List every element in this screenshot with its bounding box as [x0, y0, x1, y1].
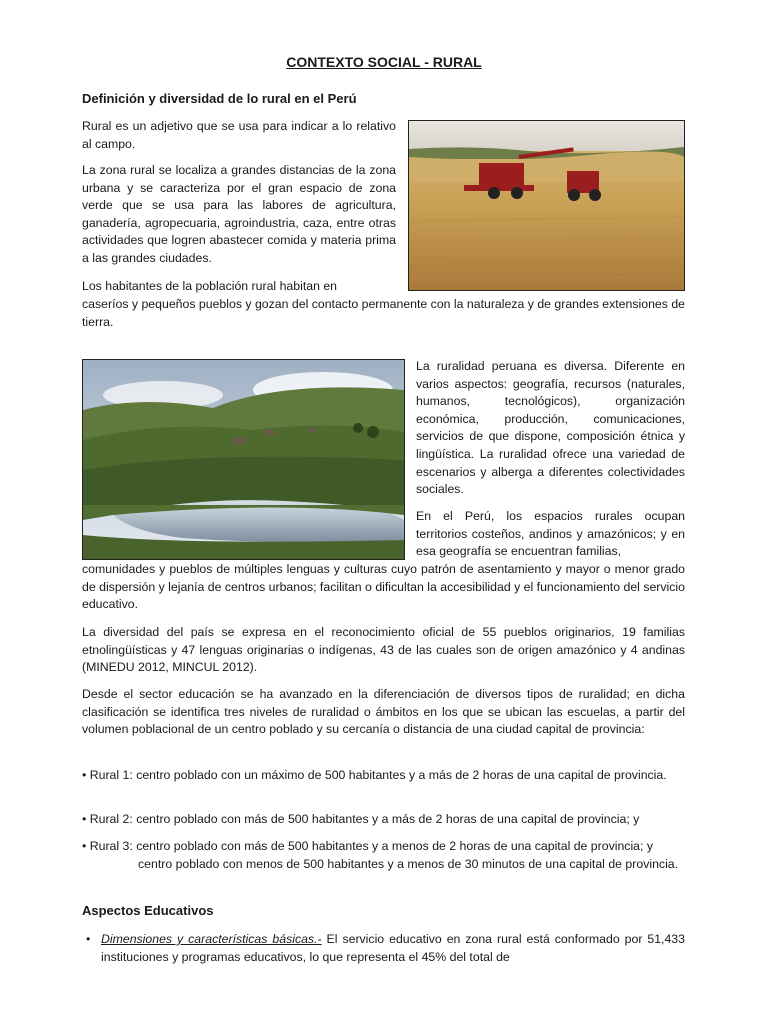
paragraph-peruvian-rurality: La ruralidad peruana es diversa. Diferente en varios aspectos: geografía, recursos (naturales, humanos, tecnológicos), organización económica, producción, comunicaciones, servicios de que dispone, composición étnica y lingüística. La ruralidad ofrece una variedad de escenarios y alberga a diferentes colectividades sociales.	[416, 359, 685, 497]
paragraph-rural-spaces-a: En el Perú, los espacios rurales ocupan territorios costeños, andinos y amazónicos; y en esa geografía se encuentran familias,	[416, 509, 685, 559]
bullet-rural-3-a: • Rural 3: centro poblado con más de 500 habitantes y a menos de 2 horas de una capital de provincia; y	[82, 839, 654, 853]
section-heading-definition: Definición y diversidad de lo rural en el Perú	[82, 91, 357, 106]
paragraph-rural-definition: Rural es un adjetivo que se usa para indicar a lo relativo al campo.	[82, 119, 396, 151]
bullet-rural-3-b: centro poblado con menos de 500 habitantes y a menos de 30 minutos de una capital de provincia.	[138, 857, 679, 871]
bullet-educational-dimensions	[101, 931, 685, 966]
bullet-marker: •	[86, 932, 91, 946]
bullet-rural-1: • Rural 1: centro poblado con un máximo de 500 habitantes y a más de 2 horas de una capital de provincia.	[82, 768, 667, 782]
paragraph-rural-spaces-b: comunidades y pueblos de múltiples lenguas y culturas cuyo patrón de asentamiento y mayor o menor grado de dispersión y lejanía de centros urbanos; facilitan o dificultan la accesibilidad y el funcionamiento del servicio educativo.	[82, 562, 685, 612]
paragraph-education-sector: Desde el sector educación se ha avanzado en la diferenciación de diversos tipos de ruralidad; en dicha clasificación se identifica tres niveles de ruralidad o ámbitos en los que se ubican las escuelas, a partir del volumen poblacional de un centro poblado y su cercanía o distancia de una ciudad capital de provincia:	[82, 687, 685, 737]
paragraph-inhabitants-a: Los habitantes de la población rural habitan en	[82, 279, 338, 293]
bullet-emphasis: Dimensiones y características básicas.-	[101, 932, 322, 946]
paragraph-diversity: La diversidad del país se expresa en el reconocimiento oficial de 55 pueblos originarios, 19 familias etnolingüísticas y 47 lenguas originarias o indígenas, 43 de las cuales son de origen amazónico y 4 andinas (MINEDU 2012, MINCUL 2012).	[82, 625, 685, 675]
section-heading-education: Aspectos Educativos	[82, 903, 214, 918]
paragraph-inhabitants-b: caseríos y pequeños pueblos y gozan del contacto permanente con la naturaleza y de grandes extensiones de tierra.	[82, 297, 685, 329]
bullet-rural-2: • Rural 2: centro poblado con más de 500 habitantes y a más de 2 horas de una capital de provincia; y	[82, 812, 640, 826]
bullet-body: El servicio educativo en zona rural está conformado por 51,433 instituciones y programas educativos, lo que representa el 45% del total de	[101, 932, 685, 964]
wheat-harvest-photo	[408, 120, 685, 291]
paragraph-rural-zone: La zona rural se localiza a grandes distancias de la zona urbana y se caracteriza por el gran espacio de zona verde que se usa para las labores de agricultura, ganadería, agropecuaria, agroindustria, caza, entre otras actividades que logren abastecer comida y materia prima a las grandes ciudades.	[82, 163, 396, 265]
page-title: CONTEXTO SOCIAL - RURAL	[286, 54, 482, 70]
mountain-lake-photo	[82, 359, 405, 560]
